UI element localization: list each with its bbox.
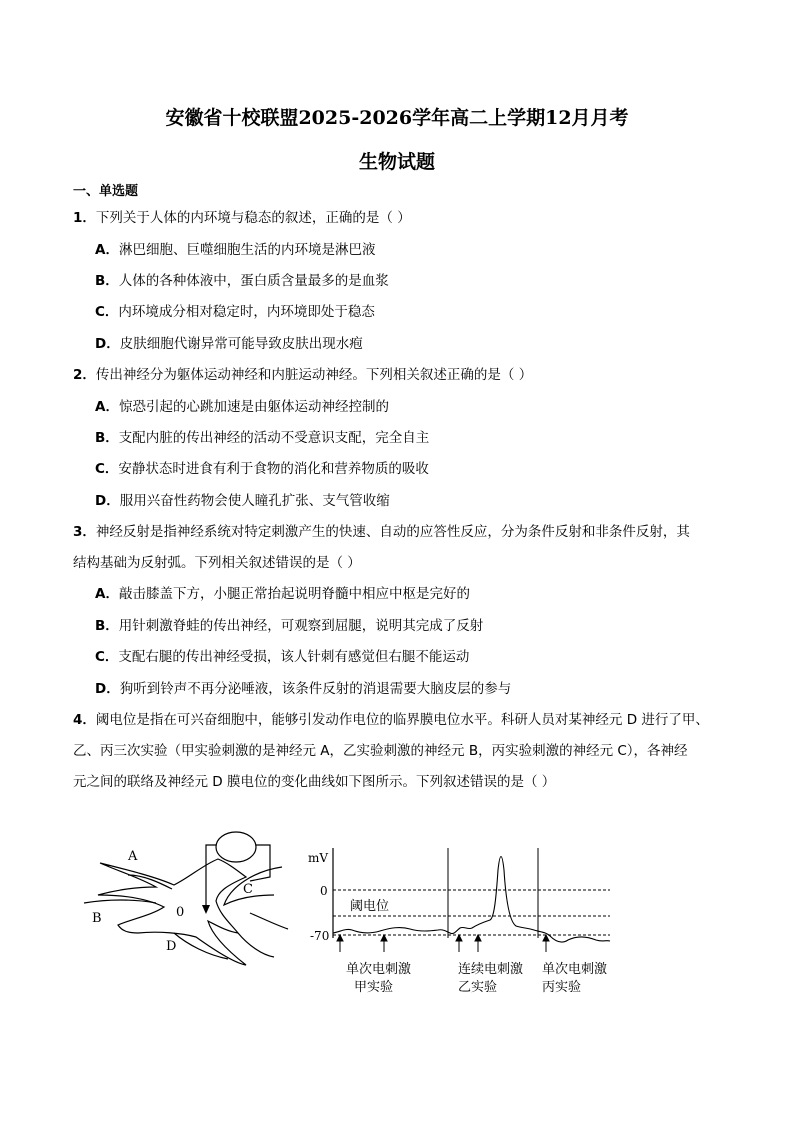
option-letter: D． — [95, 681, 120, 697]
question-number: 1． — [73, 210, 96, 226]
option — [95, 614, 483, 634]
question-text-continued: 乙、丙三次实验（甲实验刺激的是神经元 A，乙实验刺激的神经元 B，丙实验刺激的神经元 C），各神经 — [73, 743, 688, 759]
option-letter: B． — [95, 618, 119, 634]
question-stem — [73, 708, 709, 728]
question-number: 4． — [73, 712, 96, 728]
option-letter: D． — [95, 336, 120, 352]
option-text: 狗听到铃声不再分泌唾液，该条件反射的消退需要大脑皮层的参与 — [119, 681, 512, 697]
option-letter: A． — [95, 242, 119, 258]
label-c: C — [243, 882, 253, 897]
section-heading: 一、单选题 — [73, 184, 139, 199]
option — [95, 300, 375, 320]
option — [95, 269, 389, 289]
question-text-continued: 结构基础为反射弧。下列相关叙述错误的是（ ） — [73, 555, 361, 571]
option-text: 内环境成分相对稳定时，内环境即处于稳态 — [118, 304, 375, 320]
stim-arrow-jia-1-head — [337, 935, 343, 941]
stim-arrow-yi-1-head — [456, 935, 462, 941]
y-unit-label: mV — [308, 851, 329, 865]
option-letter: D． — [95, 493, 120, 509]
option — [95, 426, 429, 446]
question-text: 下列关于人体的内环境与稳态的叙述，正确的是（ ） — [95, 210, 411, 226]
page-subtitle: 生物试题 — [358, 151, 435, 173]
threshold-label: 阈电位 — [350, 899, 390, 914]
label-zero: 0 — [176, 905, 185, 920]
y-tick-minus70: -70 — [310, 929, 330, 943]
page-title: 安徽省十校联盟2025-2026学年高二上学期12月月考 — [165, 107, 629, 129]
option — [95, 332, 363, 352]
option-text: 皮肤细胞代谢异常可能导致皮肤出现水疱 — [119, 336, 363, 352]
label-d: D — [166, 939, 177, 954]
question-text-continued: 元之间的联络及神经元 D 膜电位的变化曲线如下图所示。下列叙述错误的是（ ） — [73, 774, 556, 790]
meter-circle — [216, 832, 256, 862]
electrode-arrow — [202, 905, 210, 914]
question-number: 3． — [73, 524, 96, 540]
stim-arrow-jia-2-head — [381, 935, 387, 941]
label-b: B — [92, 911, 102, 926]
exp-bing-stim: 单次电刺激 — [542, 962, 608, 977]
electrode-wire-left — [206, 845, 216, 907]
label-a: A — [128, 849, 138, 864]
option-text: 支配右腿的传出神经受损，该人针刺有感觉但右腿不能运动 — [118, 649, 470, 665]
potential-graph — [300, 840, 630, 1000]
neuron-d-tail-2 — [250, 913, 288, 929]
axon-c — [224, 867, 282, 905]
question-stem — [73, 206, 411, 226]
neuron-d-tail-3 — [174, 933, 228, 959]
option — [95, 238, 375, 258]
exp-yi-stim: 连续电刺激 — [458, 962, 524, 977]
option-text: 用针刺激脊蛙的传出神经，可观察到屈腿，说明其完成了反射 — [118, 618, 484, 634]
question-number: 2． — [73, 367, 96, 383]
option — [95, 645, 469, 665]
option-text: 淋巴细胞、巨噬细胞生活的内环境是淋巴液 — [118, 242, 376, 258]
option — [95, 582, 470, 602]
question-text: 阈电位是指在可兴奋细胞中，能够引发动作电位的临界膜电位水平。科研人员对某神经元 D 进行了甲、 — [95, 712, 709, 728]
exp-jia-stim: 单次电刺激 — [346, 962, 412, 977]
option-letter: C． — [95, 461, 119, 477]
question-stem — [73, 363, 532, 383]
option-text: 安静状态时进食有利于食物的消化和营养物质的吸收 — [118, 461, 429, 477]
option-letter: A． — [95, 399, 119, 415]
option-text: 人体的各种体液中，蛋白质含量最多的是血浆 — [118, 273, 389, 289]
exp-yi-name: 乙实验 — [458, 980, 498, 995]
neuron-diagram — [78, 815, 300, 985]
option — [95, 395, 389, 415]
option-text: 支配内脏的传出神经的活动不受意识支配，完全自主 — [118, 430, 430, 446]
option — [95, 677, 511, 697]
exp-jia-name: 甲实验 — [354, 980, 394, 995]
option-letter: B． — [95, 430, 119, 446]
y-tick-zero: 0 — [320, 884, 328, 898]
option — [95, 457, 429, 477]
option-letter: B． — [95, 273, 119, 289]
option-letter: A． — [95, 586, 119, 602]
question-stem — [73, 520, 690, 540]
question-text: 神经反射是指神经系统对特定刺激产生的快速、自动的应答性反应，分为条件反射和非条件反射，其 — [95, 524, 690, 540]
option-text: 敲击膝盖下方，小腿正常抬起说明脊髓中相应中枢是完好的 — [118, 586, 470, 602]
question-text: 传出神经分为躯体运动神经和内脏运动神经。下列相关叙述正确的是（ ） — [95, 367, 533, 383]
option-text: 惊恐引起的心跳加速是由躯体运动神经控制的 — [118, 399, 389, 415]
exp-bing-name: 丙实验 — [542, 980, 582, 995]
stim-arrow-yi-2-head — [475, 935, 481, 941]
option-letter: C． — [95, 649, 119, 665]
neuron-d-tail-1 — [238, 933, 274, 957]
option-text: 服用兴奋性药物会使人瞳孔扩张、支气管收缩 — [119, 493, 390, 509]
option-letter: C． — [95, 304, 119, 320]
stim-arrow-bing-head — [543, 935, 549, 941]
option — [95, 489, 390, 509]
